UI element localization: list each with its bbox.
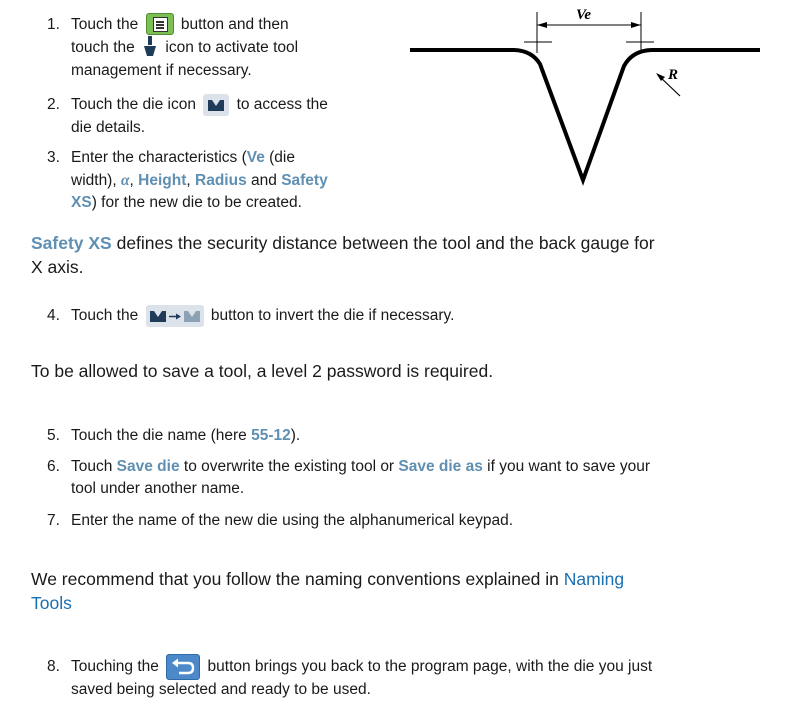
ve-label: Ve <box>576 7 591 23</box>
naming-note-line-2 <box>31 591 72 615</box>
step-line <box>71 147 295 169</box>
step-text: Touch the <box>71 16 139 34</box>
step-text: to access the <box>236 96 328 114</box>
step-text: Touch the die icon <box>71 96 196 114</box>
step-text: (die <box>264 149 295 166</box>
back-arrow-icon <box>166 654 200 680</box>
param-safety: Safety <box>281 172 328 189</box>
step-text: width), <box>71 172 121 189</box>
param-height: Height <box>138 172 187 189</box>
step-text: Enter the characteristics ( <box>71 149 247 166</box>
naming-note <box>31 567 624 591</box>
step-text: Touching the <box>71 658 159 676</box>
step-line <box>71 170 328 192</box>
save-die-as-label: Save die as <box>398 458 483 475</box>
step-text: Touch the die name (here <box>71 427 252 444</box>
step-text: and <box>246 172 282 189</box>
safety-note <box>31 231 655 255</box>
step-text: saved being selected and ready to be used. <box>71 681 371 698</box>
step-text: ) for the new die to be created. <box>91 194 302 211</box>
step-number: 5. <box>47 427 60 444</box>
param-alpha: α <box>120 172 130 189</box>
password-note: To be allowed to save a tool, a level 2 password is required. <box>31 361 494 381</box>
step-number: 8. <box>47 658 60 675</box>
safety-note-line-2: X axis. <box>31 257 84 277</box>
note-text: defines the security distance between the tool and the back gauge for <box>111 233 655 253</box>
step-line <box>71 94 328 116</box>
step-line <box>71 305 454 327</box>
tool-management-button-icon <box>146 13 174 35</box>
naming-tools-link[interactable]: Naming <box>563 569 625 589</box>
die-diagram <box>410 0 760 190</box>
step-text: button brings you back to the program page, with the die you just <box>207 658 653 676</box>
radius-label: R <box>668 67 679 83</box>
step-text: , <box>186 172 196 189</box>
step-line <box>71 654 652 680</box>
step-line <box>71 456 650 478</box>
save-die-label: Save die <box>116 458 180 475</box>
step-text: to overwrite the existing tool or <box>179 458 399 475</box>
invert-die-icon <box>146 305 204 327</box>
step-text: Touch <box>71 458 117 475</box>
step-text: if you want to save your <box>482 458 650 475</box>
step-text: , <box>129 172 139 189</box>
step-line <box>71 37 298 59</box>
step-text: tool under another name. <box>71 480 245 497</box>
die-icon <box>203 94 229 116</box>
step-text: button to invert the die if necessary. <box>210 307 455 325</box>
param-xs: XS <box>71 194 92 211</box>
step-text: die details. <box>71 119 146 136</box>
step-text: touch the <box>71 39 135 57</box>
step-line <box>71 425 300 447</box>
step-text: Touch the <box>71 307 139 325</box>
step-text: icon to activate tool <box>165 39 299 57</box>
safety-term: Safety XS <box>31 233 112 253</box>
param-radius: Radius <box>195 172 247 189</box>
tool-icon <box>142 35 158 57</box>
step-line <box>71 192 302 214</box>
step-number: 7. <box>47 512 60 529</box>
step-number: 6. <box>47 458 60 475</box>
naming-tools-link-cont[interactable]: Tools <box>31 593 72 613</box>
note-text: We recommend that you follow the naming conventions explained in <box>31 569 564 589</box>
step-text: Enter the name of the new die using the alphanumerical keypad. <box>71 512 514 529</box>
param-ve: Ve <box>246 149 265 166</box>
die-name: 55-12 <box>251 427 291 444</box>
step-number: 1. <box>47 16 60 33</box>
step-text: ). <box>290 427 301 444</box>
step-number: 2. <box>47 96 60 113</box>
step-number: 4. <box>47 307 60 324</box>
step-line <box>71 14 289 36</box>
step-number: 3. <box>47 149 60 166</box>
step-text: button and then <box>180 16 289 34</box>
step-text: management if necessary. <box>71 62 252 79</box>
